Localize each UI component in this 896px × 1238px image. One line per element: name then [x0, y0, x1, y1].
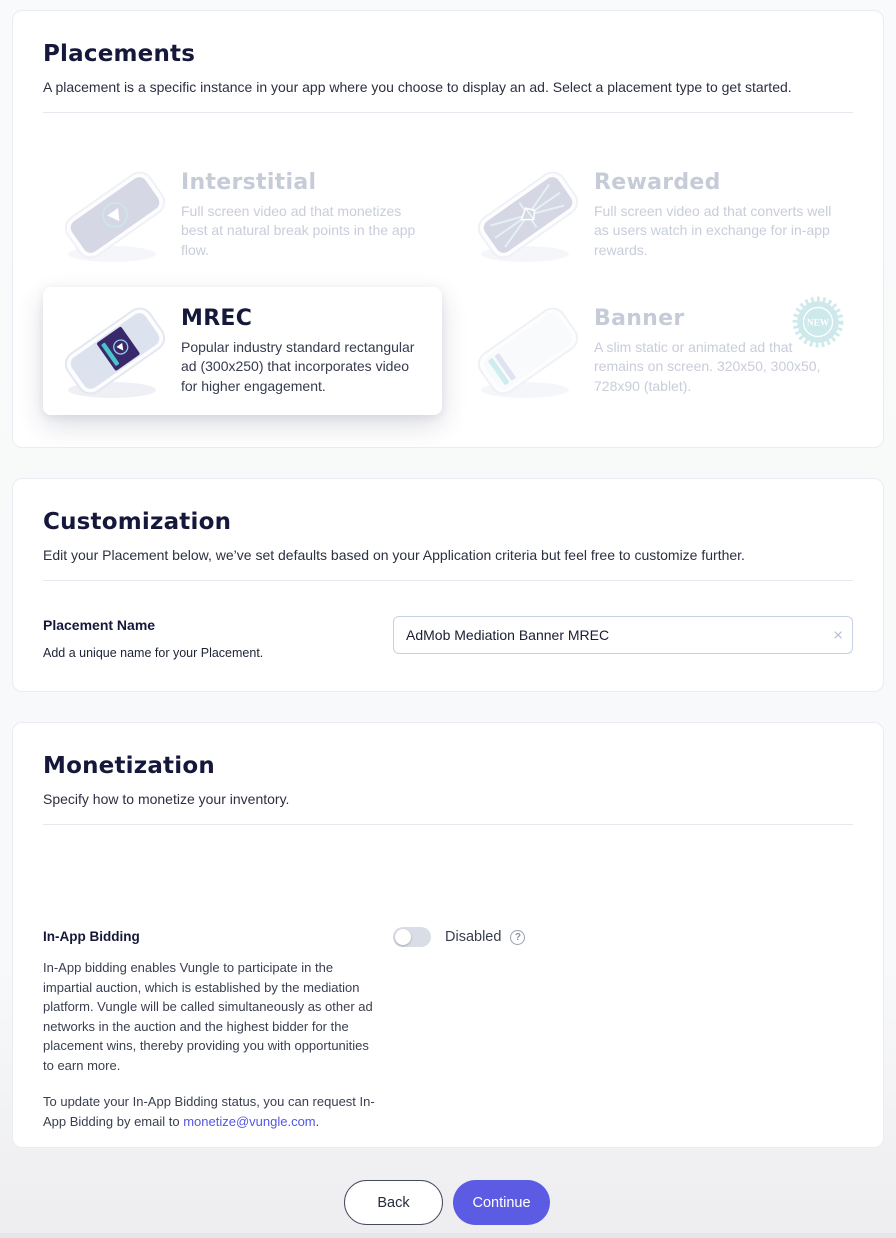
customization-divider: [43, 580, 853, 581]
in-app-bidding-toggle-row: [393, 927, 525, 947]
placement-name-label-block: [43, 617, 263, 660]
in-app-bidding-note: [43, 1092, 379, 1131]
banner-phone-icon: [462, 296, 594, 406]
in-app-bidding-label: In-App Bidding: [43, 929, 140, 944]
monetization-title: Monetization: [43, 753, 215, 779]
placements-subtitle: A placement is a specific instance in your app where you choose to display an ad. Select a placement type to get started.: [43, 79, 792, 95]
monetization-divider: [43, 824, 853, 825]
placement-name-label: Placement Name: [43, 617, 156, 633]
banner-description: A slim static or animated ad that remains on screen. 320x50, 300x50, 728x90 (tablet).: [594, 338, 821, 394]
monetization-card: [12, 722, 884, 1148]
rewarded-description: Full screen video ad that converts well as users watch in exchange for in-app rewards.: [594, 202, 832, 258]
back-button[interactable]: Back: [344, 1180, 443, 1225]
interstitial-text: [181, 170, 436, 261]
customization-card: [12, 478, 884, 692]
banner-title: Banner: [594, 305, 685, 331]
new-badge-label: NEW: [806, 318, 830, 329]
placement-name-hint: Add a unique name for your Placement.: [43, 646, 264, 660]
placement-type-grid: [43, 151, 855, 415]
placements-header: [13, 11, 883, 95]
placement-name-input-wrap: [393, 616, 853, 654]
placement-name-input[interactable]: [393, 616, 853, 654]
mrec-title: MREC: [181, 305, 253, 331]
monetization-header: [13, 723, 883, 807]
in-app-bidding-status: Disabled: [445, 929, 502, 945]
placement-tile-interstitial[interactable]: [43, 151, 442, 279]
mrec-description: Popular industry standard rectangular ad (300x250) that incorporates video for higher engagement.: [181, 338, 415, 394]
customization-subtitle: Edit your Placement below, we’ve set defaults based on your Application criteria but feel free to customize further.: [43, 547, 745, 563]
help-icon[interactable]: ?: [510, 930, 525, 945]
footer-actions: [0, 1180, 896, 1225]
rewarded-phone-icon: [462, 160, 594, 270]
new-badge: [791, 295, 845, 349]
rewarded-text: [594, 170, 849, 261]
in-app-bidding-block: [43, 929, 379, 1131]
customization-header: [13, 479, 883, 563]
mrec-phone-icon: [49, 296, 181, 406]
interstitial-phone-icon: [49, 160, 181, 270]
placements-title: Placements: [43, 41, 196, 67]
continue-button[interactable]: Continue: [453, 1180, 550, 1225]
interstitial-title: Interstitial: [181, 169, 317, 195]
clear-input-icon[interactable]: ×: [833, 625, 843, 645]
rewarded-title: Rewarded: [594, 169, 721, 195]
placements-card: [12, 10, 884, 448]
customization-title: Customization: [43, 509, 232, 535]
in-app-bidding-toggle[interactable]: [393, 927, 431, 947]
toggle-knob: [395, 929, 411, 945]
mrec-text: [181, 306, 436, 397]
placement-tile-rewarded[interactable]: [456, 151, 855, 279]
placements-divider: [43, 112, 853, 113]
placement-tile-banner[interactable]: [456, 287, 855, 415]
in-app-bidding-note-suffix: .: [315, 1113, 320, 1129]
monetization-subtitle: Specify how to monetize your inventory.: [43, 791, 290, 807]
placement-tile-mrec[interactable]: [43, 287, 442, 415]
in-app-bidding-note-text: To update your In-App Bidding status, you can request In-App Bidding by email to: [43, 1094, 375, 1129]
in-app-bidding-description: In-App bidding enables Vungle to participate in the impartial auction, which is established by the mediation platform. Vungle will be called simultaneously as other ad networks in the auction and the highest bidder for the placement wins, thereby providing you with opportunities to earn more.: [43, 960, 373, 1073]
monetize-email-link[interactable]: monetize@vungle.com: [183, 1113, 316, 1129]
interstitial-description: Full screen video ad that monetizes best at natural break points in the app flow.: [181, 202, 416, 258]
